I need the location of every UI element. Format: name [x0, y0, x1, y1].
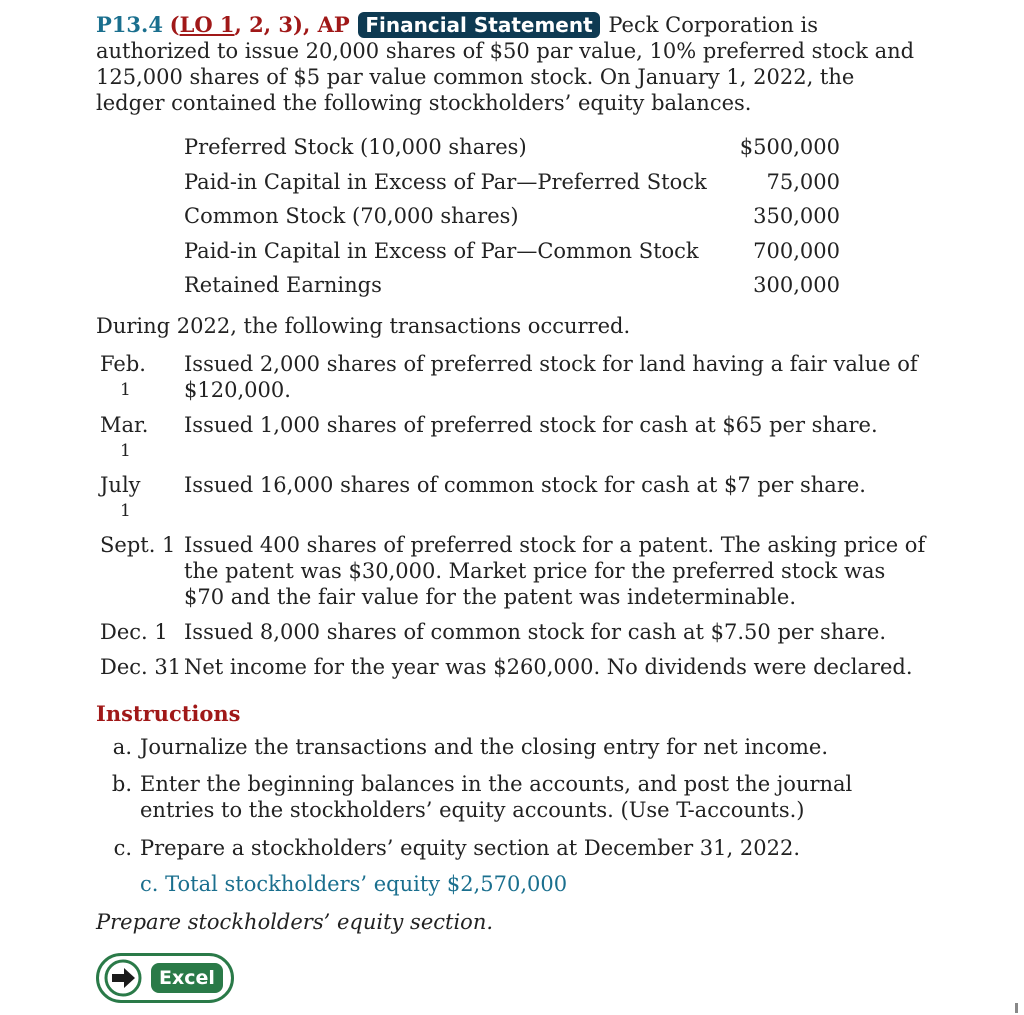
transaction-row — [96, 532, 926, 619]
transaction-row — [96, 654, 926, 684]
balance-row — [184, 268, 840, 303]
transaction-date: Feb. 1 — [100, 351, 146, 400]
problem-number: P13.4 — [96, 12, 163, 37]
transaction-date: Mar. 1 — [100, 412, 149, 461]
ap-tag: , AP — [302, 12, 350, 37]
transaction-date: Dec. 31 — [100, 654, 182, 679]
balance-amount: 700,000 — [753, 238, 840, 263]
during-text: During 2022, the following transactions occurred. — [96, 313, 631, 338]
balance-row — [184, 234, 840, 269]
transaction-row — [96, 412, 926, 472]
instructions-title: Instructions — [96, 700, 241, 726]
instructions-list — [96, 734, 926, 861]
transaction-date: Dec. 1 — [100, 619, 168, 644]
intro-text: Peck Corporation is authorized to issue 20,000 shares of $50 par value, 10% preferred stock and 125,000 shares of $5 par value common stock. On January 1, 2022, the ledger contained the following stockholders’ equity balances. — [96, 13, 915, 115]
transaction-row — [96, 619, 926, 654]
balance-account: Retained Earnings — [184, 273, 382, 297]
transaction-date: July 1 — [100, 472, 141, 521]
transaction-date: Sept. 1 — [100, 532, 176, 557]
transaction-text: Issued 400 shares of preferred stock for a patent. The asking price of the patent was $30,000. Market price for the preferred stock was $70 and the fair value for the patent was indeterminable. — [184, 532, 926, 609]
instruction-text: Prepare a stockholders’ equity section at December 31, 2022. — [140, 835, 800, 860]
balance-account: Paid-in Capital in Excess of Par—Common Stock — [184, 238, 699, 263]
transactions-list — [96, 351, 926, 684]
excel-button[interactable] — [96, 953, 234, 1003]
transaction-text: Issued 8,000 shares of common stock for cash at $7.50 per share. — [184, 619, 887, 644]
excel-label: Excel — [151, 963, 223, 993]
lo-link[interactable]: LO 1 — [179, 12, 235, 37]
problem-intro — [96, 12, 926, 116]
instruction-label: c. — [113, 835, 132, 860]
instruction-item — [96, 771, 926, 835]
instruction-label: b. — [111, 771, 132, 796]
transaction-row — [96, 351, 926, 412]
transaction-text: Net income for the year was $260,000. No dividends were declared. — [184, 654, 913, 679]
prepare-prompt: Prepare stockholders’ equity section. — [96, 909, 494, 934]
transaction-text: Issued 1,000 shares of preferred stock for cash at $65 per share. — [184, 412, 878, 437]
scrollbar-thumb[interactable] — [1015, 1003, 1018, 1013]
transaction-text: Issued 2,000 shares of preferred stock for land having a fair value of $120,000. — [184, 351, 918, 402]
financial-statement-badge: Financial Statement — [358, 12, 599, 38]
arrow-right-icon — [103, 958, 143, 998]
balance-amount: $500,000 — [739, 135, 840, 159]
balance-row — [184, 130, 840, 165]
balance-account: Paid-in Capital in Excess of Par—Preferred Stock — [184, 169, 707, 194]
instruction-text: Enter the beginning balances in the accounts, and post the journal entries to the stockholders’ equity accounts. (Use T-accounts.) — [140, 771, 853, 822]
instruction-item — [96, 734, 926, 771]
problem-content — [96, 12, 926, 935]
balance-account: Common Stock (70,000 shares) — [184, 204, 519, 228]
instruction-label: a. — [112, 734, 132, 759]
answer-hint: c. Total stockholders’ equity $2,570,000 — [140, 871, 568, 896]
transaction-row — [96, 472, 926, 532]
balance-row — [184, 199, 840, 234]
instruction-item — [96, 835, 926, 861]
balance-row — [184, 165, 840, 200]
instruction-text: Journalize the transactions and the closing entry for net income. — [140, 734, 829, 759]
balances-table — [184, 130, 840, 303]
learning-objectives[interactable]: (LO 1, 2, 3) — [169, 12, 303, 37]
balance-amount: 300,000 — [753, 273, 840, 297]
transaction-text: Issued 16,000 shares of common stock for cash at $7 per share. — [184, 472, 866, 497]
balance-account: Preferred Stock (10,000 shares) — [184, 135, 527, 159]
balance-amount: 75,000 — [766, 169, 840, 194]
balance-amount: 350,000 — [753, 204, 840, 228]
